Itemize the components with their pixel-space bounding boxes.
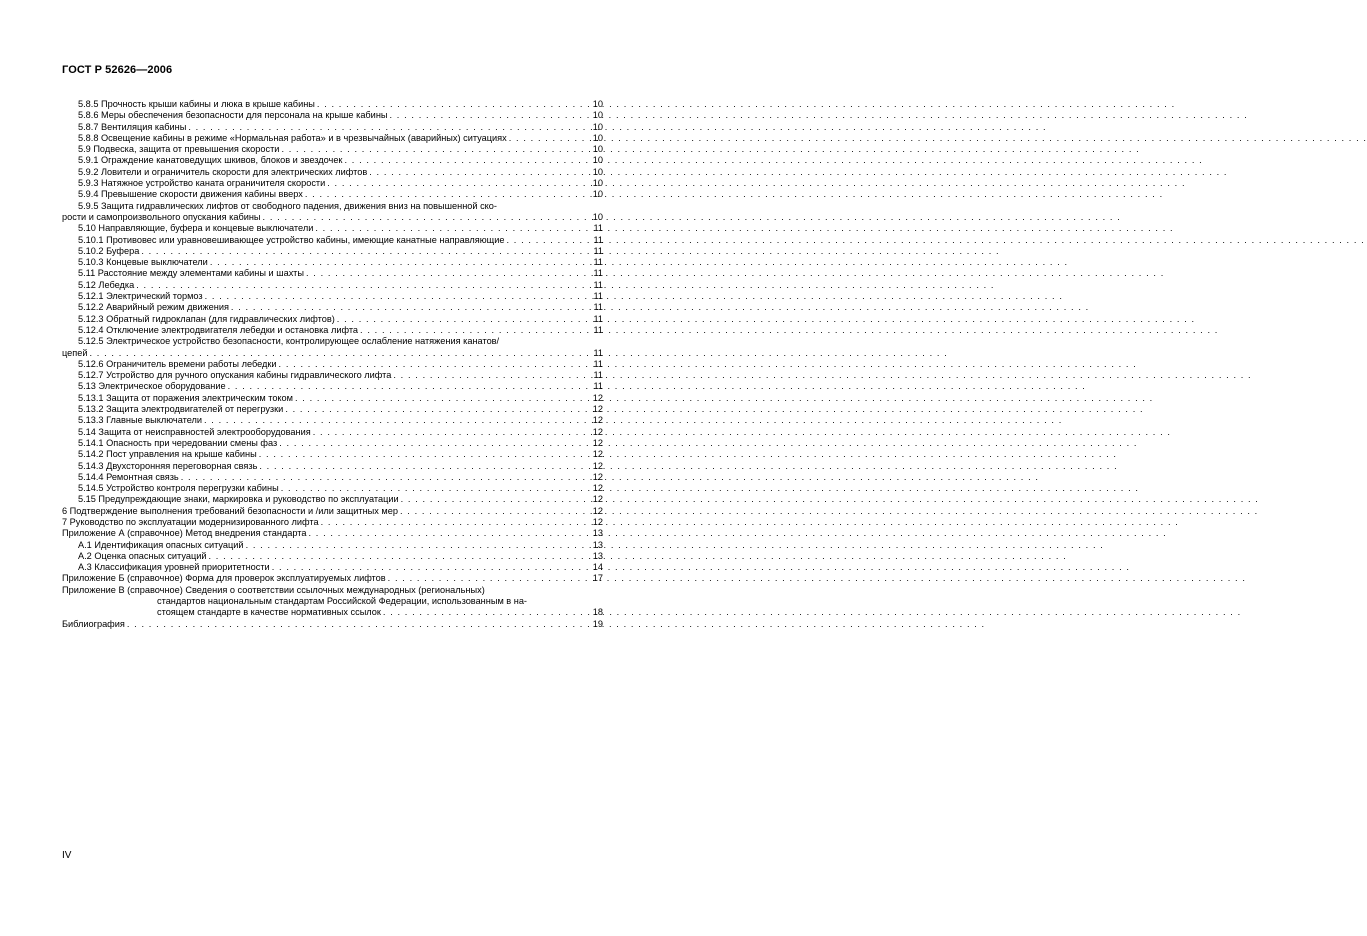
toc-entry: [62, 235, 603, 246]
toc-entry-title: А.2 Оценка опасных ситуаций: [78, 550, 207, 561]
toc-entry-title: 5.12.5 Электрическое устройство безопасности, контролирующее ослабление натяжения канатов/: [78, 336, 500, 347]
toc-entry-title: 5.13.1 Защита от поражения электрическим током: [78, 392, 293, 403]
toc-entry-page: 11: [593, 324, 603, 335]
toc-entry-page: 11: [593, 234, 603, 245]
toc-entry-title: 5.12.4 Отключение электродвигателя лебедки и остановка лифта: [78, 324, 359, 335]
dot-leader: [279, 438, 579, 449]
toc-entry-title: 5.12.2 Аварийный режим движения: [78, 302, 229, 313]
toc-entry: [62, 189, 603, 200]
toc-entry-page: 10: [592, 178, 603, 189]
dot-leader: [506, 235, 579, 246]
toc-entry: [62, 314, 603, 325]
toc-entry: [62, 551, 603, 562]
toc-entry-title: 5.11 Расстояние между элементами кабины и шахты: [78, 268, 304, 279]
toc-entry-page: 11: [593, 358, 603, 369]
toc-entry-title: 5.9.5 Защита гидравлических лифтов от свободного падения, движения вниз на повышенной ско-: [78, 200, 497, 211]
toc-entry-page: 12: [592, 449, 603, 460]
toc-entry: [62, 449, 603, 460]
toc-entry: [62, 596, 603, 607]
dot-leader: [305, 189, 579, 200]
toc-entry: [62, 585, 603, 596]
toc-entry-page: 17: [592, 573, 603, 584]
toc-entry-title: стандартов национальным стандартам Российской Федерации, использованным в на-: [157, 596, 527, 607]
dot-leader: [390, 110, 580, 121]
toc-entry-page: 12: [592, 494, 603, 505]
toc-entry: [62, 110, 603, 121]
toc-entry-page: 10: [592, 155, 603, 166]
toc-entry-page: 10: [592, 211, 603, 222]
toc-entry: [62, 291, 603, 302]
toc-entry-title: 5.9 Подвеска, защита от превышения скорости: [78, 144, 280, 155]
toc-entry-title: 5.13.2 Защита электродвигателей от перегрузки: [78, 404, 284, 415]
toc-entry: [62, 619, 603, 630]
toc-entry-title: 5.14.2 Пост управления на крыше кабины: [78, 449, 257, 460]
document-header: ГОСТ Р 52626—2006: [62, 64, 173, 76]
dot-leader: [393, 370, 579, 381]
toc-entry-page: 18: [592, 607, 603, 618]
toc-entry-title: 5.9.4 Превышение скорости движения кабины вверх: [78, 189, 303, 200]
dot-leader: [90, 348, 580, 359]
toc-entry-page: 12: [592, 415, 603, 426]
toc-entry-title: 5.14.5 Устройство контроля перегрузки кабины: [78, 483, 279, 494]
toc-entry: [62, 336, 603, 347]
toc-entry-title: 5.9.2 Ловители и ограничитель скорости для электрических лифтов: [78, 166, 368, 177]
toc-entry: [62, 144, 603, 155]
dot-leader: [279, 359, 579, 370]
toc-entry-title: 5.14 Защита от неисправностей электрооборудования: [78, 426, 311, 437]
toc-entry: [62, 370, 603, 381]
toc-entry-title: Приложение В (справочное) Сведения о соответствии ссылочных международных (региональных): [62, 584, 485, 595]
toc-entry-title: 5.13.3 Главные выключатели: [78, 415, 202, 426]
toc-entry: [62, 607, 603, 618]
toc-entry: [62, 167, 603, 178]
toc-entry-title: 7 Руководство по эксплуатации модернизированного лифта: [62, 516, 319, 527]
toc-entry-title: 5.10.1 Противовес или уравновешивающее устройство кабины, имеющие канатные направляющие: [78, 234, 505, 245]
toc-entry-title: 5.8.7 Вентиляция кабины: [78, 121, 187, 132]
dot-leader: [136, 280, 579, 291]
toc-entry: [62, 393, 603, 404]
toc-entry-page: 12: [592, 392, 603, 403]
toc-entry-page: 11: [593, 313, 603, 324]
toc-entry-page: 13: [592, 528, 603, 539]
toc-entry-title: 6 Подтверждение выполнения требований безопасности и /или защитных мер: [62, 505, 398, 516]
toc-entry: [62, 381, 603, 392]
dot-leader: [204, 415, 579, 426]
toc-entry-title: 5.14.1 Опасность при чередовании смены фаз: [78, 437, 278, 448]
toc-entry: [62, 257, 603, 268]
toc-entry-title: 5.12.6 Ограничитель времени работы лебедки: [78, 358, 277, 369]
dot-leader: [285, 404, 579, 415]
toc-entry-page: 10: [592, 189, 603, 200]
toc-entry-title: 5.10 Направляющие, буфера и концевые выключатели: [78, 223, 314, 234]
toc-entry-title: Библиография: [62, 618, 125, 629]
dot-leader: [259, 449, 579, 460]
dot-leader: [231, 302, 579, 313]
toc-entry-page: 11: [593, 245, 603, 256]
dot-leader: [127, 619, 579, 630]
dot-leader: [281, 483, 579, 494]
toc-entry-title: 5.9.1 Ограждение канатоведущих шкивов, блоков и звездочек: [78, 155, 343, 166]
toc-entry: [62, 359, 603, 370]
toc-entry-title: 5.15 Предупреждающие знаки, маркировка и руководство по эксплуатации: [78, 494, 399, 505]
toc-entry-title: стоящем стандарте в качестве нормативных ссылок: [157, 607, 381, 618]
toc-entry-page: 12: [592, 404, 603, 415]
toc-entry-title: 5.8.8 Освещение кабины в режиме «Нормальная работа» и в чрезвычайных (аварийных) ситуациях: [78, 132, 507, 143]
dot-leader: [313, 427, 579, 438]
dot-leader: [360, 325, 579, 336]
toc-entry-page: 12: [592, 460, 603, 471]
toc-entry: [62, 178, 603, 189]
toc-entry-page: 11: [593, 279, 603, 290]
toc-entry: [62, 562, 603, 573]
toc-entry-page: 12: [592, 426, 603, 437]
dot-leader: [509, 133, 579, 144]
toc-entry-title: цепей: [62, 347, 88, 358]
toc-entry-title: рости и самопроизвольного опускания кабины: [62, 211, 261, 222]
toc-entry-title: Приложение Б (справочное) Форма для проверок эксплуатируемых лифтов: [62, 573, 386, 584]
dot-leader: [308, 528, 579, 539]
toc-entry-page: 12: [592, 516, 603, 527]
dot-leader: [327, 178, 579, 189]
dot-leader: [141, 246, 579, 257]
dot-leader: [306, 268, 579, 279]
dot-leader: [315, 223, 579, 234]
toc-entry: [62, 348, 603, 359]
dot-leader: [246, 540, 579, 551]
toc-entry-page: 10: [592, 121, 603, 132]
dot-leader: [210, 257, 579, 268]
toc-entry-title: А.3 Классификация уровней приоритетности: [78, 562, 270, 573]
toc-entry: [62, 506, 603, 517]
toc-entry: [62, 472, 603, 483]
dot-leader: [344, 155, 579, 166]
toc-entry: [62, 201, 603, 212]
toc-entry: [62, 280, 603, 291]
toc-entry: [62, 494, 603, 505]
dot-leader: [295, 393, 579, 404]
toc-entry-title: 5.13 Электрическое оборудование: [78, 381, 226, 392]
toc-entry: [62, 325, 603, 336]
toc-entry: [62, 246, 603, 257]
toc-entry-page: 11: [593, 370, 603, 381]
dot-leader: [209, 551, 580, 562]
toc-entry: [62, 483, 603, 494]
toc-entry-page: 10: [592, 110, 603, 121]
toc-entry-page: 13: [592, 539, 603, 550]
dot-leader: [281, 144, 579, 155]
toc-entry: [62, 540, 603, 551]
dot-leader: [337, 314, 579, 325]
dot-leader: [400, 506, 579, 517]
toc-entry-page: 12: [592, 505, 603, 516]
toc-entry: [62, 461, 603, 472]
toc-entry: [62, 223, 603, 234]
toc-entry: [62, 404, 603, 415]
dot-leader: [383, 607, 579, 618]
toc-entry-title: 5.9.3 Натяжное устройство каната ограничителя скорости: [78, 178, 326, 189]
dot-leader: [181, 472, 579, 483]
dot-leader: [259, 461, 579, 472]
toc-entry-page: 11: [593, 257, 603, 268]
dot-leader: [188, 122, 579, 133]
page-number: IV: [62, 850, 72, 861]
dot-leader: [228, 381, 579, 392]
toc-entry: [62, 268, 603, 279]
toc-entry-page: 11: [593, 268, 603, 279]
toc-entry-page: 14: [592, 562, 603, 573]
dot-leader: [388, 573, 579, 584]
toc-entry: [62, 427, 603, 438]
toc-entry-title: 5.10.3 Концевые выключатели: [78, 257, 208, 268]
toc-entry-page: 11: [593, 381, 603, 392]
toc-entry: [62, 122, 603, 133]
toc-entry-title: 5.12.7 Устройство для ручного опускания кабины гидравлического лифта: [78, 370, 392, 381]
toc-entry: [62, 133, 603, 144]
toc-entry: [62, 155, 603, 166]
toc-entry-page: 10: [592, 144, 603, 155]
toc-entry-title: 5.8.6 Меры обеспечения безопасности для персонала на крыше кабины: [78, 110, 388, 121]
toc-entry-page: 11: [593, 302, 603, 313]
toc-entry: [62, 528, 603, 539]
toc-entry-title: А.1 Идентификация опасных ситуаций: [78, 539, 244, 550]
dot-leader: [205, 291, 579, 302]
toc-entry-title: Приложение А (справочное) Метод внедрения стандарта: [62, 528, 307, 539]
toc-entry-page: 19: [592, 618, 603, 629]
dot-leader: [272, 562, 579, 573]
toc-entry-title: 5.12.3 Обратный гидроклапан (для гидравлических лифтов): [78, 313, 335, 324]
toc-entry: [62, 99, 603, 110]
toc-entry-title: 5.12 Лебедка: [78, 279, 135, 290]
toc-entry: [62, 302, 603, 313]
toc-entry-page: 12: [592, 471, 603, 482]
toc-entry: [62, 573, 603, 584]
toc-entry-title: 5.8.5 Прочность крыши кабины и люка в крыше кабины: [78, 99, 315, 109]
toc-entry-page: 11: [593, 347, 603, 358]
toc-entry: [62, 415, 603, 426]
toc-entry-title: 5.10.2 Буфера: [78, 245, 140, 256]
toc-entry: [62, 438, 603, 449]
dot-leader: [369, 167, 579, 178]
toc-entry-title: 5.14.3 Двухсторонняя переговорная связь: [78, 460, 258, 471]
toc-entry-title: 5.12.1 Электрический тормоз: [78, 291, 203, 302]
toc-entry-title: 5.14.4 Ремонтная связь: [78, 471, 179, 482]
toc-entry-page: 10: [592, 132, 603, 143]
toc-entry-page: 11: [593, 291, 603, 302]
toc-entry-page: 12: [592, 483, 603, 494]
toc-entry-page: 10: [592, 99, 603, 109]
dot-leader: [321, 517, 579, 528]
dot-leader: [401, 494, 579, 505]
toc-entry: [62, 212, 603, 223]
dot-leader: [317, 99, 579, 110]
toc-entry-page: 11: [593, 223, 603, 234]
toc-entry-page: 12: [592, 437, 603, 448]
toc-entry-page: 10: [592, 166, 603, 177]
toc-entry-page: 13: [592, 550, 603, 561]
toc-entry: [62, 517, 603, 528]
table-of-contents: [62, 99, 603, 630]
dot-leader: [263, 212, 579, 223]
